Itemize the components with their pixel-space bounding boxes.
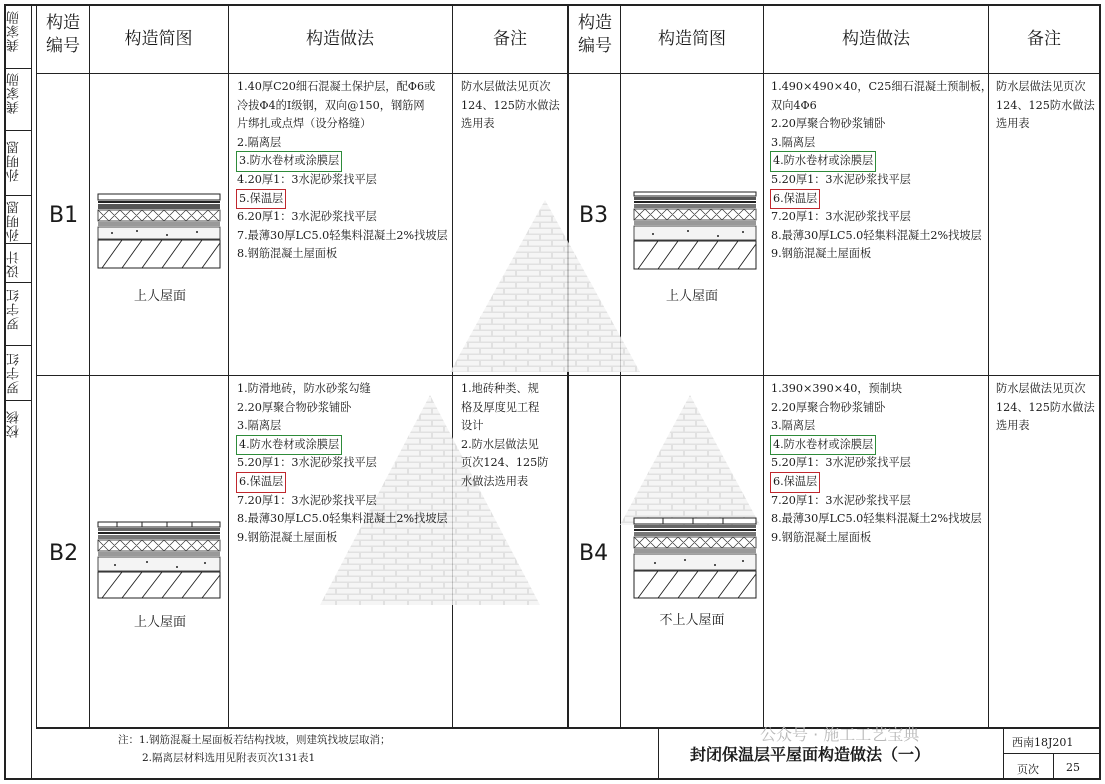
title-block-border: [658, 727, 659, 779]
method-list-b3: [771, 78, 992, 264]
remark-line: 设计: [461, 419, 484, 433]
remark-line: 124、125防水做法: [996, 98, 1095, 112]
side-signature-1: 龚家勋: [7, 10, 22, 52]
side-label-1: 龚家勋: [7, 72, 22, 114]
page-number: 25: [1066, 761, 1080, 774]
sketch-caption-b1: 上人屋面: [133, 289, 186, 304]
title-block-border: [1053, 753, 1054, 779]
header-code-right: 构造编号: [578, 13, 612, 56]
remark-b4: [996, 380, 1095, 436]
method-step: 7.20厚1：3水泥砂浆找平层: [237, 493, 377, 507]
method-step: 1.390×390×40，预制块: [771, 382, 903, 395]
insulation-layer-highlight: 6.保温层: [771, 473, 819, 492]
method-step: 7.20厚1：3水泥砂浆找平层: [771, 210, 911, 224]
remark-line: 防水层做法见页次: [461, 80, 551, 93]
remark-line: 防水层做法见页次: [996, 382, 1086, 395]
method-step: 8.最薄30厚LC5.0轻集料混凝土2%找坡层: [771, 512, 982, 526]
header-sketch-left: 构造简图: [124, 29, 193, 49]
title-block-border: [1003, 753, 1099, 754]
waterproof-layer-highlight: 4.防水卷材或涂膜层: [771, 152, 875, 171]
method-step: 2.20厚聚合物砂浆铺卧: [237, 400, 352, 414]
construction-code-b1: B1: [49, 203, 79, 228]
method-step: 8.最薄30厚LC5.0轻集料混凝土2%找坡层: [771, 228, 982, 242]
atlas-number: 西南18J201: [1012, 736, 1074, 749]
roof-section-sketch-b4: [633, 516, 757, 600]
method-step: 冷拔Φ4的Ⅰ级钢，双向@150，钢筋网: [237, 98, 425, 112]
remark-line: 2.防水层做法见: [461, 437, 539, 451]
method-step: 7.20厚1：3水泥砂浆找平层: [771, 493, 911, 507]
method-step: 8.最薄30厚LC5.0轻集料混凝土2%找坡层: [237, 512, 448, 526]
method-step: 8.钢筋混凝土屋面板: [237, 247, 338, 261]
sketch-caption-b4: 不上人屋面: [659, 613, 725, 628]
remark-line: 选用表: [996, 117, 1030, 131]
remark-line: 水做法选用表: [461, 474, 529, 488]
method-step: 7.最薄30厚LC5.0轻集料混凝土2%找坡层: [237, 228, 448, 242]
sketch-caption-b2: 上人屋面: [133, 615, 186, 630]
method-step: 6.20厚1：3水泥砂浆找平层: [237, 210, 377, 224]
method-step: 1.防滑地砖，防水砂浆勾缝: [237, 382, 371, 395]
method-step: 9.钢筋混凝土屋面板: [771, 247, 872, 261]
header-sketch-right: 构造简图: [658, 29, 726, 49]
roof-section-sketch-b1: [97, 192, 221, 270]
method-step: 9.钢筋混凝土屋面板: [237, 530, 338, 544]
notes: [118, 731, 391, 767]
page-label: 页次: [1017, 763, 1039, 776]
method-step: 3.隔离层: [771, 135, 816, 149]
method-list-b4: [771, 380, 982, 547]
side-label-3: 罗宇红: [7, 352, 22, 394]
remark-line: 124、125防水做法: [996, 400, 1095, 414]
insulation-layer-highlight: 6.保温层: [237, 473, 285, 492]
method-step: 片绑扎或点焊（设分格缝）: [237, 117, 372, 131]
side-label-2: 孙明恩: [7, 200, 22, 242]
header-remark-right: 备注: [1027, 29, 1061, 49]
remark-b3: [996, 78, 1095, 134]
method-step: 双向4Φ6: [771, 98, 817, 112]
method-step: 3.隔离层: [237, 419, 282, 433]
remark-line: 页次124、125防: [461, 456, 549, 470]
remark-b1: [461, 78, 560, 134]
waterproof-layer-highlight: 4.防水卷材或涂膜层: [237, 436, 341, 455]
remark-line: 格及厚度见工程: [461, 400, 540, 414]
waterproof-layer-highlight: 4.防水卷材或涂膜层: [771, 436, 875, 455]
waterproof-layer-highlight: 3.防水卷材或涂膜层: [237, 152, 341, 171]
remark-line: 防水层做法见页次: [996, 80, 1086, 93]
wechat-watermark: 公众号 · 施工工艺宝典: [760, 725, 920, 744]
remark-b2: [461, 380, 548, 492]
note-line-2: 2.隔离层材料选用见附表页次131表1: [142, 752, 316, 764]
method-step: 2.隔离层: [237, 135, 282, 149]
construction-code-b4: B4: [579, 541, 609, 566]
remark-line: 1.地砖种类、规: [461, 382, 539, 395]
side-signature-2: 孙明恩: [7, 140, 22, 182]
note-line-1: 注：1.钢筋混凝土屋面板若结构找坡，则建筑找坡层取消；: [118, 734, 391, 746]
method-step: 3.隔离层: [771, 419, 816, 433]
method-step: 9.钢筋混凝土屋面板: [771, 530, 872, 544]
remark-line: 选用表: [996, 419, 1030, 433]
header-remark-left: 备注: [493, 29, 527, 49]
insulation-layer-highlight: 5.保温层: [237, 190, 285, 209]
method-step: 5.20厚1：3水泥砂浆找平层: [237, 456, 377, 470]
method-list-b2: [237, 380, 448, 547]
method-list-b1: [237, 78, 448, 264]
header-code-left: 构造编号: [46, 13, 80, 56]
method-step: 5.20厚1：3水泥砂浆找平层: [771, 456, 911, 470]
remark-line: 选用表: [461, 117, 495, 131]
side-label-design: 设计: [7, 250, 22, 278]
method-step: 2.20厚聚合物砂浆铺卧: [771, 400, 886, 414]
method-step: 1.40厚C20细石混凝土保护层，配Φ6或: [237, 80, 436, 93]
roof-section-sketch-b2: [97, 520, 221, 600]
roof-section-sketch-b3: [633, 190, 757, 272]
insulation-layer-highlight: 6.保温层: [771, 190, 819, 209]
method-step: 4.20厚1：3水泥砂浆找平层: [237, 172, 377, 186]
method-step: 5.20厚1：3水泥砂浆找平层: [771, 172, 911, 186]
construction-code-b2: B2: [49, 541, 79, 566]
side-label-check: 校核: [7, 410, 22, 438]
header-method-left: 构造做法: [306, 29, 374, 49]
construction-code-b3: B3: [579, 203, 609, 228]
sheet-title: 封闭保温层平屋面构造做法（一）: [690, 745, 931, 764]
side-signature-3: 罗宇红: [7, 288, 22, 330]
remark-line: 124、125防水做法: [461, 98, 560, 112]
sketch-caption-b3: 上人屋面: [665, 289, 718, 304]
method-step: 2.20厚聚合物砂浆铺卧: [771, 117, 886, 131]
method-step: 1.490×490×40，C25细石混凝土预制板，: [771, 80, 993, 93]
header-method-right: 构造做法: [842, 29, 910, 49]
